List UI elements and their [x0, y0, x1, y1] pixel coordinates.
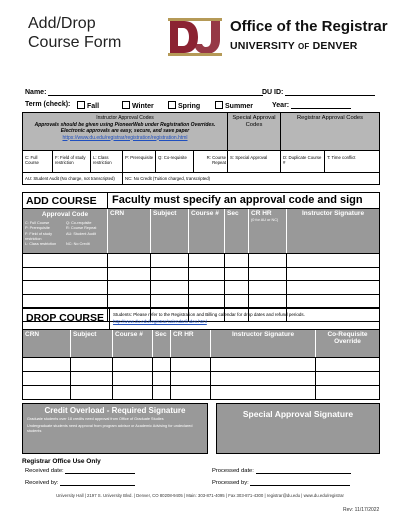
add-course-cell[interactable] — [189, 268, 225, 281]
drop-course-row — [23, 385, 379, 399]
signature-boxes — [22, 403, 380, 454]
name-label: Name: — [25, 89, 47, 96]
university-suffix: DENVER — [312, 40, 358, 52]
office-use-title: Registrar Office Use Only — [22, 458, 101, 465]
drop-course-cell[interactable] — [171, 386, 211, 399]
add-course-cell[interactable] — [23, 268, 108, 281]
credit-overload-title: Credit Overload - Required Signature — [44, 406, 186, 415]
credit-overload-note-graduate: Graduate students over 18 credits need approval from Office of Graduate Studies — [27, 417, 164, 421]
term-row — [25, 101, 70, 108]
received-by-field[interactable] — [60, 480, 135, 486]
add-course-cell[interactable] — [108, 254, 151, 267]
year-field[interactable] — [291, 101, 351, 109]
term-summer-checkbox[interactable] — [215, 101, 223, 109]
drop-course-cell[interactable] — [316, 386, 379, 399]
add-course-cell[interactable] — [225, 281, 249, 294]
drop-course-row — [23, 357, 379, 371]
drop-course-cell[interactable] — [23, 386, 71, 399]
add-course-section — [22, 192, 380, 322]
code-p: P: Prerequisite — [123, 151, 156, 172]
code-s: S: Special Approval — [228, 151, 281, 172]
add-course-cell[interactable] — [23, 281, 108, 294]
processed-by-field[interactable] — [250, 480, 350, 486]
drop-course-title: DROP COURSE — [23, 309, 110, 329]
add-course-row — [23, 267, 379, 281]
term-summer[interactable]: Summer — [215, 101, 253, 110]
drop-col-instructor-signature: Instructor Signature — [211, 330, 316, 357]
add-course-row — [23, 253, 379, 267]
add-course-cell[interactable] — [249, 254, 287, 267]
special-approval-box[interactable] — [216, 403, 380, 454]
year-row — [272, 101, 351, 109]
code-q: Q: Co-requisite — [156, 151, 194, 172]
term-winter-checkbox[interactable] — [122, 101, 130, 109]
form-title — [28, 14, 121, 52]
drop-course-section — [22, 308, 380, 400]
processed-date-row: Processed date: — [212, 468, 351, 474]
drop-course-cell[interactable] — [23, 358, 71, 371]
revision-date: Rev: 11/17/2022 — [343, 507, 380, 513]
name-row — [25, 88, 263, 96]
drop-col-cr-hr: CR HR — [171, 330, 211, 357]
processed-date-field[interactable] — [256, 468, 351, 474]
code-nc: NC: No Credit (Tuition charged, transcripted) — [125, 176, 211, 181]
col-subject: Subject — [151, 209, 189, 253]
code-r: R: Course Repeat — [194, 151, 228, 172]
drop-course-header-row — [23, 330, 379, 357]
drop-col-subject: Subject — [71, 330, 113, 357]
drop-course-cell[interactable] — [211, 372, 316, 385]
add-course-cell[interactable] — [189, 281, 225, 294]
add-course-cell[interactable] — [225, 295, 249, 308]
instructor-codes-header: Instructor Approval Codes Approvals should be given using PioneerWeb under Registration Overrides. Electronic approvals are easy, secure, and save paper https://www.du.edu/registrar/registration/registration.html — [23, 113, 228, 150]
drop-course-cell[interactable] — [71, 386, 113, 399]
add-course-cell[interactable] — [23, 254, 108, 267]
add-course-cell[interactable] — [249, 268, 287, 281]
drop-col-crn: CRN — [23, 330, 71, 357]
code-l: L: Class restriction — [91, 151, 123, 172]
drop-col-coreq-override: Co-Requisite Override — [327, 331, 368, 345]
term-fall[interactable]: Fall — [77, 101, 99, 110]
add-course-cell[interactable] — [249, 295, 287, 308]
add-course-row — [23, 280, 379, 294]
code-t: T: Time conflict — [327, 155, 356, 160]
add-course-cell[interactable] — [225, 254, 249, 267]
approval-code-header: Approval Code C: Full Course Q: Co-requisite P: Prerequisite R: Course Repeat F: Field of study restriction AU: Student Audit L: Class restriction NC: No Credit — [23, 209, 108, 253]
drop-course-cell[interactable] — [113, 358, 153, 371]
received-date-row: Received date: — [25, 468, 135, 474]
office-name: Office of the Registrar — [230, 18, 388, 35]
add-course-cell[interactable] — [151, 268, 189, 281]
term-label: Term (check): — [25, 101, 71, 108]
code-f: F: Field of study restriction — [53, 151, 91, 172]
drop-course-note: Students: Please refer to the Registration and Billing calendar for drop dates and refund periods. http://www.du.edu/registrar/calendar/index.html — [113, 312, 305, 324]
drop-course-cell[interactable] — [153, 386, 171, 399]
col-course-number: Course # — [189, 209, 225, 253]
term-spring[interactable]: Spring — [168, 101, 200, 110]
drop-col-course-number: Course # — [113, 330, 153, 357]
code-c: C: Full Course — [23, 151, 53, 172]
special-codes-header: Special Approval Codes — [228, 113, 281, 150]
add-course-cell[interactable] — [23, 295, 108, 308]
code-au: AU: Student Audit (No charge, not transcripted) — [23, 173, 123, 184]
du-logo-icon — [168, 18, 222, 56]
form-title-line1: Add/Drop — [28, 15, 96, 32]
instructor-note: Approvals should be given using PioneerWeb under Registration Overrides. Electronic approvals are easy, secure, and save paper — [34, 121, 216, 134]
code-d: D: Duplicate Course # — [281, 151, 325, 172]
add-course-cell[interactable] — [108, 295, 151, 308]
drop-course-cell[interactable] — [153, 372, 171, 385]
university-of: OF — [297, 42, 310, 51]
add-course-cell[interactable] — [108, 281, 151, 294]
col-cr-hr: CR HR (0 for AU or NC) — [249, 209, 287, 253]
footer-address: University Hall | 2197 S. University Blvd. | Denver, CO 80208-9405 | Main: 303-871-4095 | Fax 303-871-4300 | registrar@du.edu | www.du.edu/registrar — [56, 493, 344, 498]
col-sec: Sec — [225, 209, 249, 253]
du-id-label: DU ID: — [262, 89, 284, 96]
special-approval-title: Special Approval Signature — [242, 409, 354, 419]
drop-course-cell[interactable] — [71, 358, 113, 371]
du-id-field[interactable] — [285, 88, 375, 96]
drop-course-cell[interactable] — [113, 372, 153, 385]
add-course-cell[interactable] — [287, 295, 379, 308]
drop-course-cell[interactable] — [211, 358, 316, 371]
add-course-cell[interactable] — [287, 254, 379, 267]
term-fall-checkbox[interactable] — [77, 101, 85, 109]
add-course-title: ADD COURSE — [23, 193, 108, 208]
processed-by-row: Processed by: — [212, 480, 350, 486]
add-course-cell[interactable] — [189, 295, 225, 308]
drop-course-rows — [23, 357, 379, 399]
drop-course-cell[interactable] — [171, 372, 211, 385]
drop-course-row — [23, 371, 379, 385]
drop-course-cell[interactable] — [316, 372, 379, 385]
registrar-codes-header: Registrar Approval Codes — [281, 113, 379, 150]
col-crn: CRN — [108, 209, 151, 253]
drop-course-cell[interactable] — [71, 372, 113, 385]
registration-link[interactable]: https://www.du.edu/registrar/registration/registration.html — [62, 134, 188, 141]
add-course-cell[interactable] — [287, 281, 379, 294]
drop-course-cell[interactable] — [171, 358, 211, 371]
add-course-row — [23, 294, 379, 308]
du-id-row — [262, 88, 375, 96]
drop-col-sec: Sec — [153, 330, 171, 357]
add-course-cell[interactable] — [108, 268, 151, 281]
credit-overload-note-undergraduate: Undergraduate students need approval from program advisor or Academic Advising for undeclared students — [27, 424, 193, 433]
drop-course-cell[interactable] — [23, 372, 71, 385]
drop-course-cell[interactable] — [211, 386, 316, 399]
add-course-subtitle: Faculty must specify an approval code and sign — [112, 194, 363, 206]
name-field[interactable] — [48, 88, 263, 96]
add-course-cell[interactable] — [249, 281, 287, 294]
add-course-cell[interactable] — [151, 295, 189, 308]
university-prefix: UNIVERSITY — [230, 40, 295, 52]
add-course-cell[interactable] — [287, 268, 379, 281]
add-course-cell[interactable] — [225, 268, 249, 281]
add-course-cell[interactable] — [151, 254, 189, 267]
add-course-cell[interactable] — [189, 254, 225, 267]
credit-overload-box[interactable] — [22, 403, 208, 454]
approval-code-list: C: Full Course Q: Co-requisite P: Prerequisite R: Course Repeat F: Field of study restriction AU: Student Audit L: Class restriction NC: No Credit — [25, 221, 97, 247]
approval-codes-box — [22, 112, 380, 185]
term-winter[interactable]: Winter — [122, 101, 154, 110]
drop-course-cell[interactable] — [316, 358, 379, 371]
add-course-cell[interactable] — [151, 281, 189, 294]
university-name — [230, 40, 358, 52]
add-course-header-row — [23, 209, 379, 253]
term-spring-checkbox[interactable] — [168, 101, 176, 109]
form-title-line2: Course Form — [28, 34, 122, 51]
received-by-row: Received by: — [25, 480, 135, 486]
drop-course-cell[interactable] — [153, 358, 171, 371]
year-label: Year: — [272, 102, 290, 109]
drop-course-cell[interactable] — [113, 386, 153, 399]
col-instructor-signature: Instructor Signature — [301, 210, 365, 217]
received-date-field[interactable] — [65, 468, 135, 474]
calendar-link[interactable]: http://www.du.edu/registrar/calendar/index.html — [113, 319, 207, 324]
